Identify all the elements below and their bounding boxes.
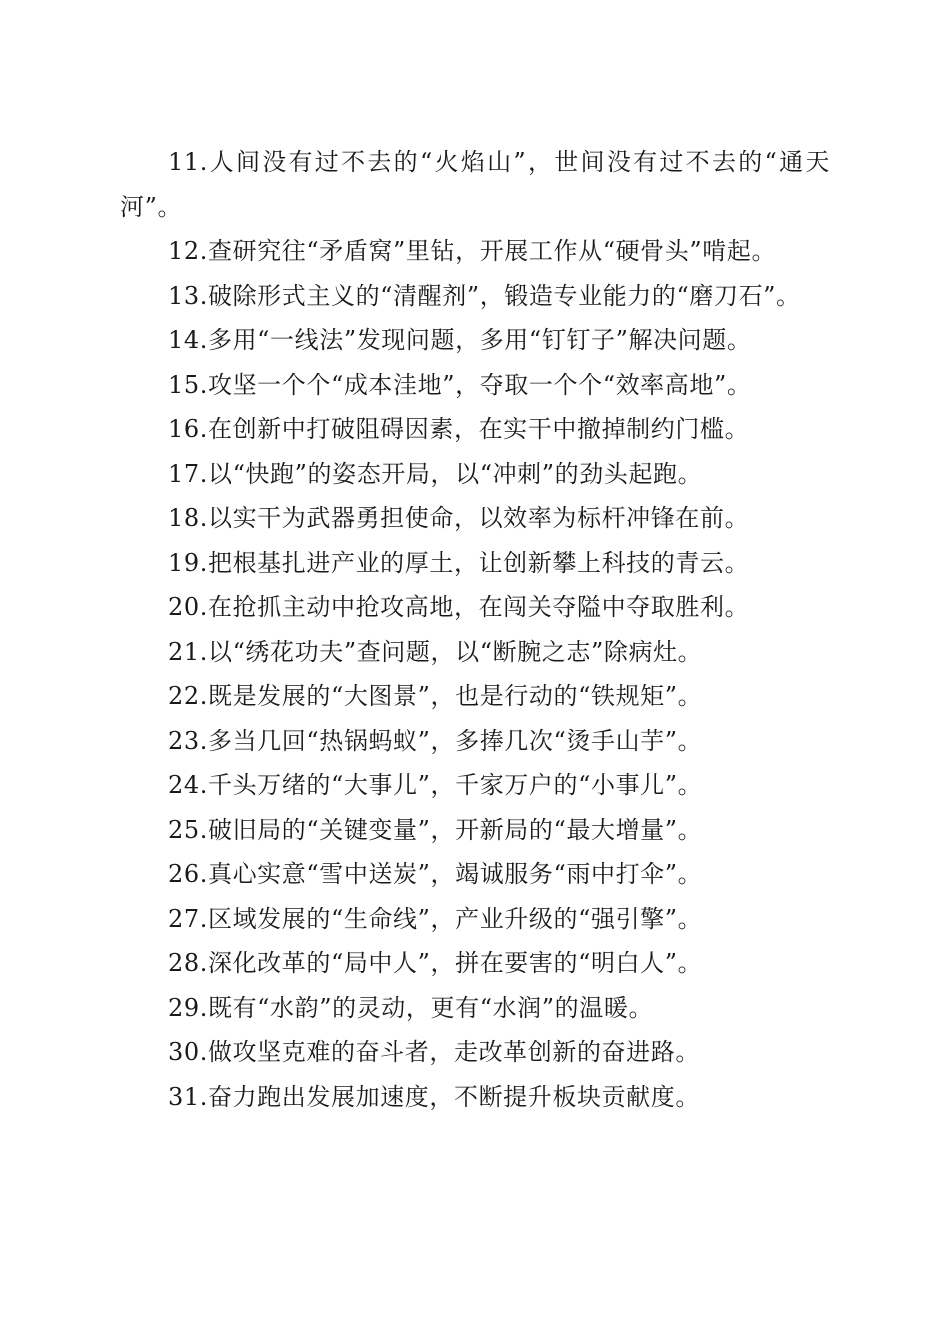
list-item: 28.深化改革的“局中人”，拼在要害的“明白人”。: [168, 949, 703, 977]
list-item: 15.攻坚一个个“成本洼地”，夺取一个个“效率高地”。: [168, 370, 752, 399]
list-item: 25.破旧局的“关键变量”，开新局的“最大增量”。: [168, 815, 703, 844]
phrase-list: [120, 140, 830, 1119]
list-item: 18.以实干为武器勇担使命，以效率为标杆冲锋在前。: [168, 504, 750, 532]
list-item: 12.查研究往“矛盾窝”里钻，开展工作从“硬骨头”啃起。: [168, 237, 777, 265]
list-item: 22.既是发展的“大图景”，也是行动的“铁规矩”。: [168, 682, 703, 710]
list-item: 23.多当几回“热锅蚂蚁”，多捧几次“烫手山芋”。: [168, 726, 703, 755]
list-item: 21.以“绣花功夫”查问题，以“断腕之志”除病灶。: [168, 637, 703, 666]
list-item: 31.奋力跑出发展加速度，不断提升板块贡献度。: [168, 1082, 700, 1111]
list-item: 13.破除形式主义的“清醒剂”，锻造专业能力的“磨刀石”。: [168, 281, 801, 310]
list-item: 27.区域发展的“生命线”，产业升级的“强引擎”。: [168, 904, 703, 933]
list-item: 29.既有“水韵”的灵动，更有“水润”的温暖。: [168, 993, 654, 1022]
list-item: 17.以“快跑”的姿态开局，以“冲刺”的劲头起跑。: [168, 459, 703, 488]
list-item: 11.人间没有过不去的“火焰山”，世间没有过不去的“通天河”。: [120, 148, 830, 221]
list-item: 30.做攻坚克难的奋斗者，走改革创新的奋进路。: [168, 1038, 700, 1066]
list-item: 14.多用“一线法”发现问题，多用“钉钉子”解决问题。: [168, 326, 752, 354]
list-item: 26.真心实意“雪中送炭”，竭诚服务“雨中打伞”。: [168, 860, 703, 888]
list-item: 16.在创新中打破阻碍因素，在实干中撤掉制约门槛。: [168, 415, 750, 443]
list-item: 24.千头万绪的“大事儿”，千家万户的“小事儿”。: [168, 771, 703, 799]
list-item: 19.把根基扎进产业的厚土，让创新攀上科技的青云。: [168, 548, 750, 577]
list-item: 20.在抢抓主动中抢攻高地，在闯关夺隘中夺取胜利。: [168, 593, 750, 621]
